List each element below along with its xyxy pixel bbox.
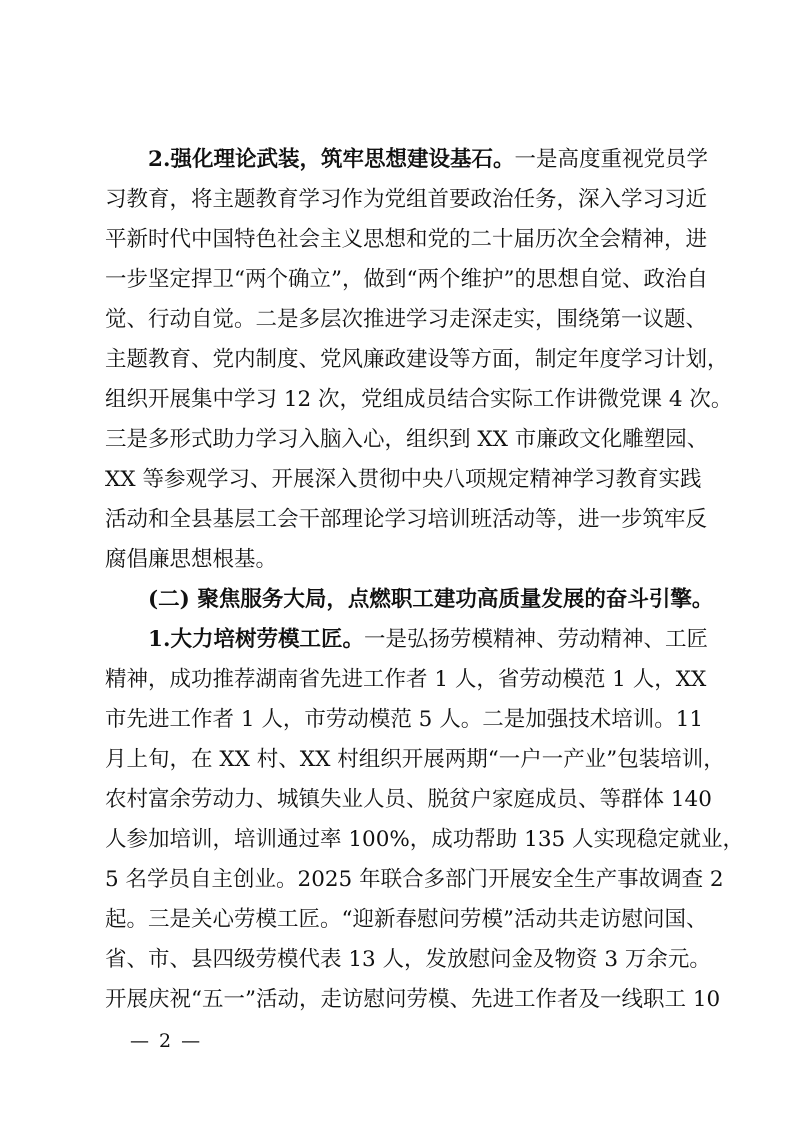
paragraph-1-line-4: 一步坚定捍卫“两个确立”，做到“两个维护”的思想自觉、政治自 xyxy=(105,267,708,292)
paragraph-1-line-10: 活动和全县基层工会干部理论学习培训班活动等，进一步筑牢反 xyxy=(105,507,708,532)
paragraph-1-line-1-text: 一是高度重视党员学 xyxy=(514,147,708,172)
paragraph-1-line-5: 觉、行动自觉。二是多层次推进学习走深走实，围绕第一议题、 xyxy=(105,307,708,332)
paragraph-2-line-5: 农村富余劳动力、城镇失业人员、脱贫户家庭成员、等群体 140 xyxy=(105,787,712,812)
paragraph-2-line-1-text: 一是弘扬劳模精神、劳动精神、工匠 xyxy=(363,627,708,652)
paragraph-2-line-10: 开展庆祝“五一”活动，走访慰问劳模、先进工作者及一线职工 10 xyxy=(105,987,721,1012)
paragraph-1-line-9: XX 等参观学习、开展深入贯彻中央八项规定精神学习教育实践 xyxy=(105,467,702,492)
section-heading: (二) 聚焦服务大局，点燃职工建功高质量发展的奋斗引擎。 xyxy=(148,587,714,612)
paragraph-2-line-3: 市先进工作者 1 人，市劳动模范 5 人。二是加强技术培训。11 xyxy=(105,707,704,732)
paragraph-2-line-8: 起。三是关心劳模工匠。“迎新春慰问劳模”活动共走访慰问国、 xyxy=(105,907,708,932)
paragraph-1-line-2: 习教育，将主题教育学习作为党组首要政治任务，深入学习习近 xyxy=(105,187,708,212)
paragraph-2-line-6: 人参加培训，培训通过率 100%，成功帮助 135 人实现稳定就业， xyxy=(105,827,745,852)
paragraph-1-line-6: 主题教育、党内制度、党风廉政建设等方面，制定年度学习计划， xyxy=(105,347,729,372)
paragraph-1-line-7: 组织开展集中学习 12 次，党组成员结合实际工作讲微党课 4 次。 xyxy=(105,387,733,412)
paragraph-1-line-3: 平新时代中国特色社会主义思想和党的二十届历次全会精神，进 xyxy=(105,227,708,252)
paragraph-1-line-1 xyxy=(148,140,708,180)
paragraph-2-heading: 1.大力培树劳模工匠。 xyxy=(148,627,364,652)
paragraph-1-heading: 2.强化理论武装，筑牢思想建设基石。 xyxy=(148,147,515,172)
paragraph-1-line-8: 三是多形式助力学习入脑入心，组织到 XX 市廉政文化雕塑园、 xyxy=(105,427,709,452)
paragraph-2-line-2: 精神，成功推荐湖南省先进工作者 1 人，省劳动模范 1 人，XX xyxy=(105,667,707,692)
paragraph-2-line-9: 省、市、县四级劳模代表 13 人，发放慰问金及物资 3 万余元。 xyxy=(105,947,711,972)
paragraph-1-line-11: 腐倡廉思想根基。 xyxy=(105,547,278,572)
paragraph-2-line-1 xyxy=(148,620,708,660)
page-number: — 2 — xyxy=(130,1030,203,1052)
paragraph-2-line-7: 5 名学员自主创业。2025 年联合多部门开展安全生产事故调查 2 xyxy=(105,867,724,892)
paragraph-2-line-4: 月上旬，在 XX 村、XX 村组织开展两期“一户一产业”包装培训， xyxy=(105,747,725,772)
